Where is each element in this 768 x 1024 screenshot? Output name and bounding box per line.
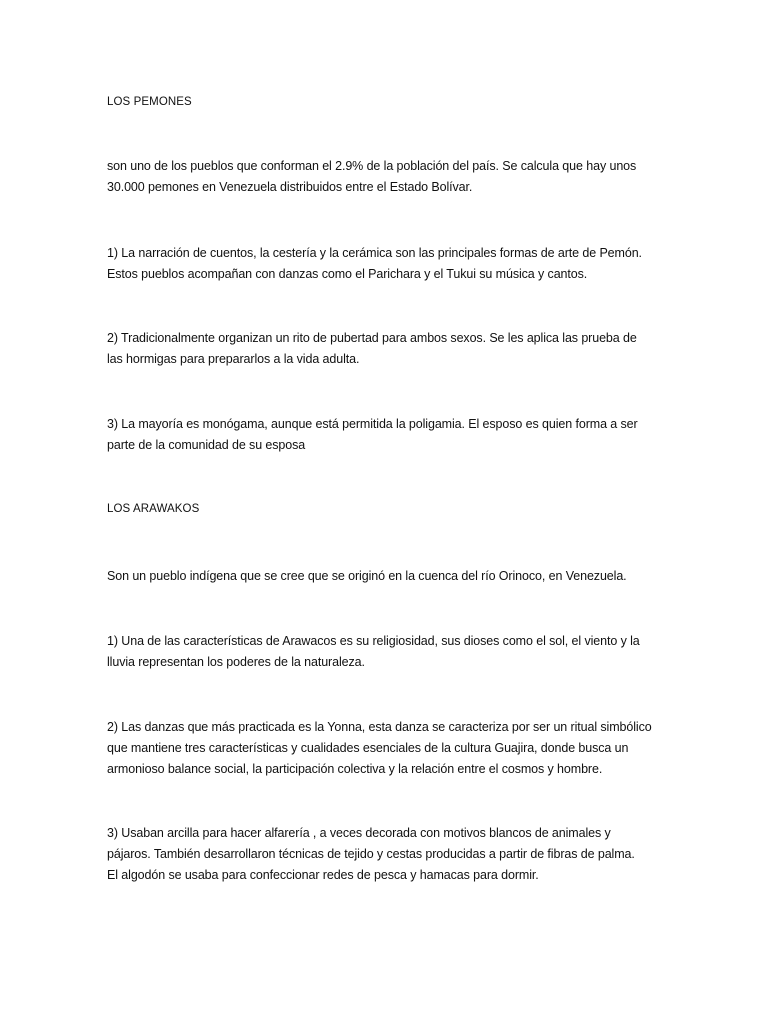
paragraph-line: Estos pueblos acompañan con danzas como el Parichara y el Tukui su música y cantos.: [107, 267, 588, 281]
intro-line: 30.000 pemones en Venezuela distribuidos entre el Estado Bolívar.: [107, 180, 473, 194]
paragraph-line: 1) Una de las características de Arawacos es su religiosidad, sus dioses como el sol, el viento y la: [107, 634, 640, 648]
paragraph-line: armonioso balance social, la participación colectiva y la relación entre el cosmos y hombre.: [107, 762, 603, 776]
paragraph-line: pájaros. También desarrollaron técnicas de tejido y cestas producidas a partir de fibras de palma.: [107, 847, 635, 861]
paragraph-line: 1) La narración de cuentos, la cestería y la cerámica son las principales formas de arte de Pemón.: [107, 246, 642, 260]
paragraph-line: que mantiene tres características y cualidades esenciales de la cultura Guajira, donde busca un: [107, 741, 629, 755]
paragraph-line: las hormigas para prepararlos a la vida adulta.: [107, 352, 360, 366]
section-heading-pemones: LOS PEMONES: [107, 96, 192, 108]
paragraph-line: 3) Usaban arcilla para hacer alfarería , a veces decorada con motivos blancos de animales y: [107, 826, 611, 840]
paragraph-line: parte de la comunidad de su esposa: [107, 438, 306, 452]
paragraph-line: lluvia representan los poderes de la naturaleza.: [107, 655, 365, 669]
intro-line: Son un pueblo indígena que se cree que se originó en la cuenca del río Orinoco, en Venezuela.: [107, 569, 627, 583]
intro-line: son uno de los pueblos que conforman el 2.9% de la población del país. Se calcula que hay unos: [107, 159, 637, 173]
paragraph-line: 2) Las danzas que más practicada es la Yonna, esta danza se caracteriza por ser un ritual simbólico: [107, 720, 652, 734]
paragraph-line: 3) La mayoría es monógama, aunque está permitida la poligamia. El esposo es quien forma a ser: [107, 417, 638, 431]
paragraph-line: El algodón se usaba para confeccionar redes de pesca y hamacas para dormir.: [107, 868, 539, 882]
section-heading-arawakos: LOS ARAWAKOS: [107, 503, 200, 515]
paragraph-line: 2) Tradicionalmente organizan un rito de pubertad para ambos sexos. Se les aplica las prueba de: [107, 331, 637, 345]
